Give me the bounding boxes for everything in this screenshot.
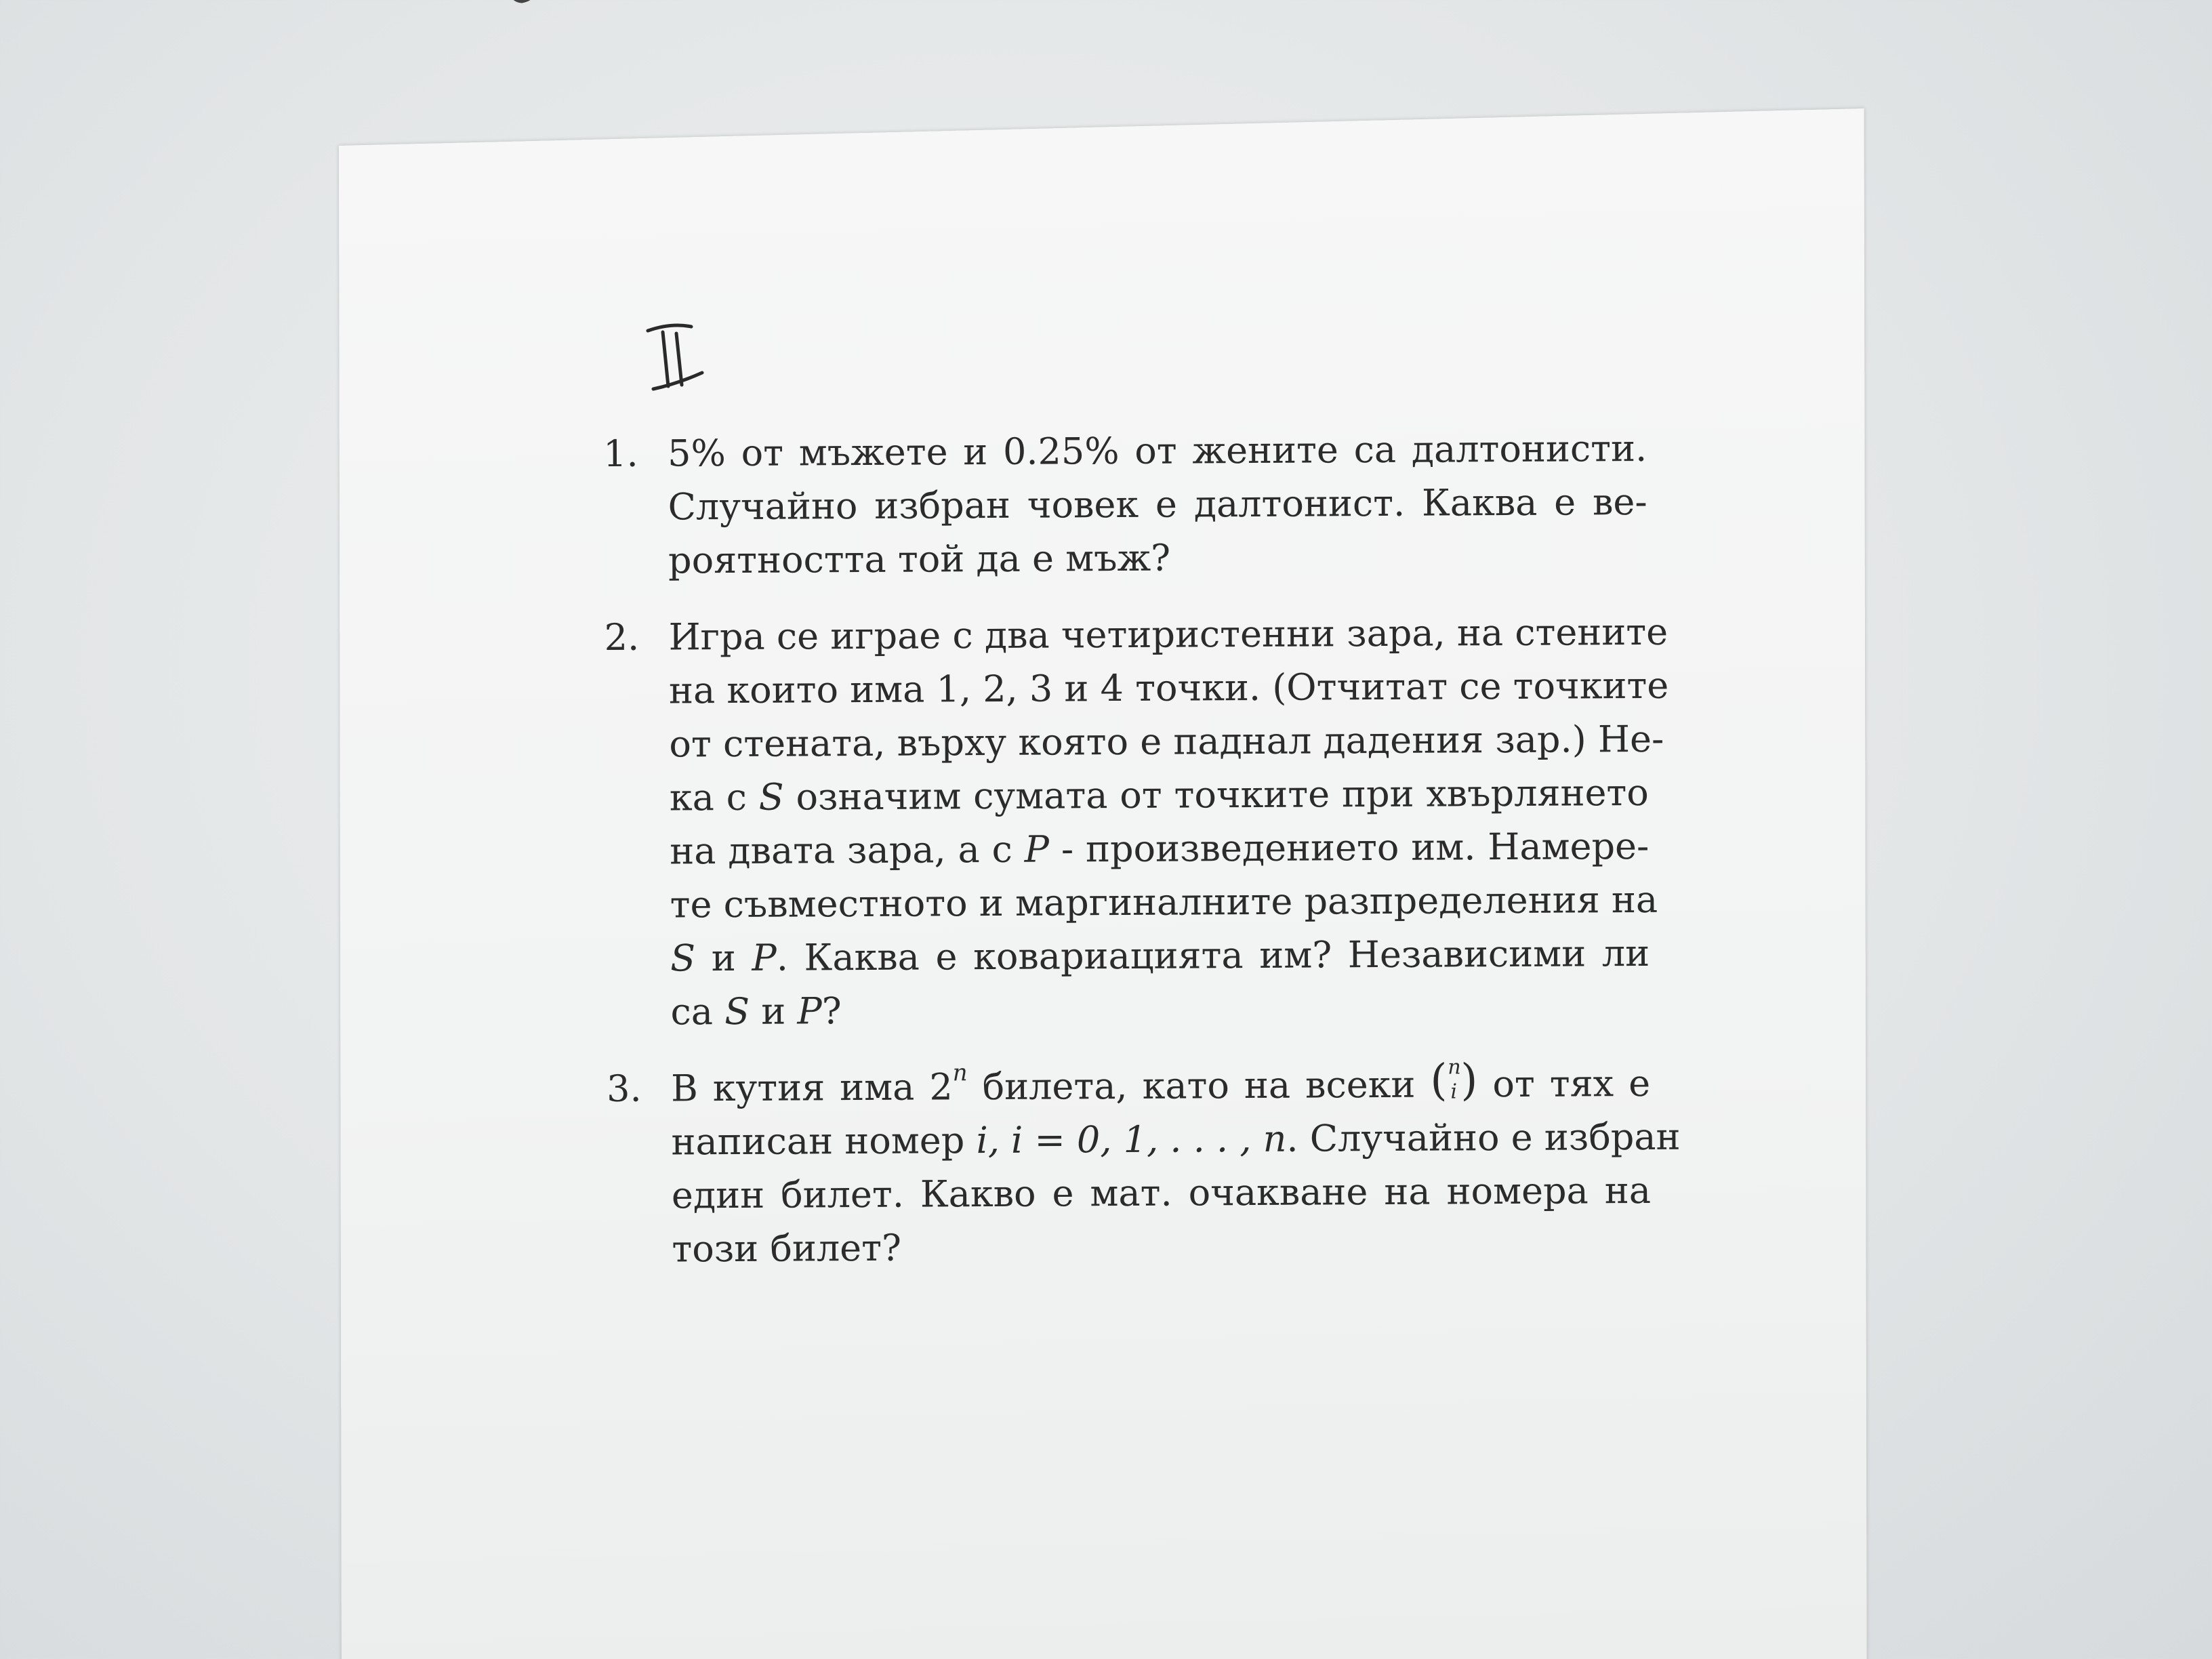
problem-text-line [670, 980, 1650, 1039]
text-fragment: от тях е [1477, 1061, 1651, 1106]
text-fragment: и [695, 936, 752, 980]
text-fragment: на двата зара, а с [670, 827, 1025, 873]
math-symbol-s: S [758, 775, 784, 819]
binomial-bottom: i [1450, 1080, 1458, 1104]
problem-text-line [670, 766, 1649, 825]
text-fragment: В кутия има 2 [670, 1065, 953, 1110]
text-fragment: и [749, 989, 798, 1033]
binomial-top: n [1448, 1055, 1461, 1080]
text-fragment: са [670, 990, 725, 1033]
math-symbol-p: P [1024, 827, 1050, 871]
problem-text-line [670, 819, 1649, 878]
problem-1 [603, 422, 1647, 588]
problem-text-line [671, 1057, 1650, 1115]
problem-text-line: 5% от мъжете и 0.25% от жените са далтонисти. [668, 426, 1647, 475]
problem-number: 1. [603, 432, 638, 475]
math-symbol-s: S [670, 937, 696, 980]
problem-text-line: Игра се играе с два четиристенни зара, на стените [668, 610, 1668, 659]
problem-text-line: те съвместното и маргиналните разпределения на [670, 878, 1658, 926]
problem-text-line: от стената, върху която е паднал дадения зар.) Не- [669, 717, 1664, 766]
problem-number: 3. [606, 1067, 642, 1110]
text-fragment: ? [821, 989, 842, 1033]
stray-pen-mark [501, 0, 718, 14]
handwritten-roman-numeral [644, 319, 705, 400]
problem-text-line [670, 926, 1650, 985]
problem-text-line: този билет? [672, 1226, 902, 1271]
math-symbol-p: P [752, 936, 777, 979]
problem-list [603, 422, 1681, 1299]
problem-3 [606, 1055, 1681, 1276]
problem-2 [604, 605, 1669, 1039]
math-expression: i, i = 0, 1, . . . , n [976, 1117, 1287, 1162]
exponent-n: n [952, 1059, 968, 1087]
math-symbol-p: P [797, 989, 822, 1033]
text-fragment: означим сумата от точките при хвърлянето [783, 771, 1649, 819]
text-fragment: билета, като на всеки [967, 1063, 1431, 1109]
problem-number: 2. [604, 615, 640, 659]
binomial-coefficient: ( n i ) [1430, 1055, 1478, 1106]
problem-text-line: роятността той да е мъж? [668, 536, 1171, 582]
problem-text-line: на които има 1, 2, 3 и 4 точки. (Отчитат се точките [668, 663, 1669, 712]
text-fragment: написан номер [671, 1119, 977, 1164]
problem-text-line [671, 1110, 1681, 1169]
text-fragment: ка с [669, 775, 759, 819]
problem-text-line: Случайно избран човек е далтонист. Каква е ве- [668, 480, 1647, 529]
text-fragment: - произведението им. Намере- [1048, 824, 1650, 871]
math-symbol-s: S [724, 989, 750, 1033]
problem-text-line: един билет. Какво е мат. очакване на номера на [671, 1168, 1652, 1217]
text-fragment: . Случайно е избран [1286, 1115, 1681, 1160]
text-fragment: . Каква е ковариацията им? Независими ли [776, 931, 1650, 979]
